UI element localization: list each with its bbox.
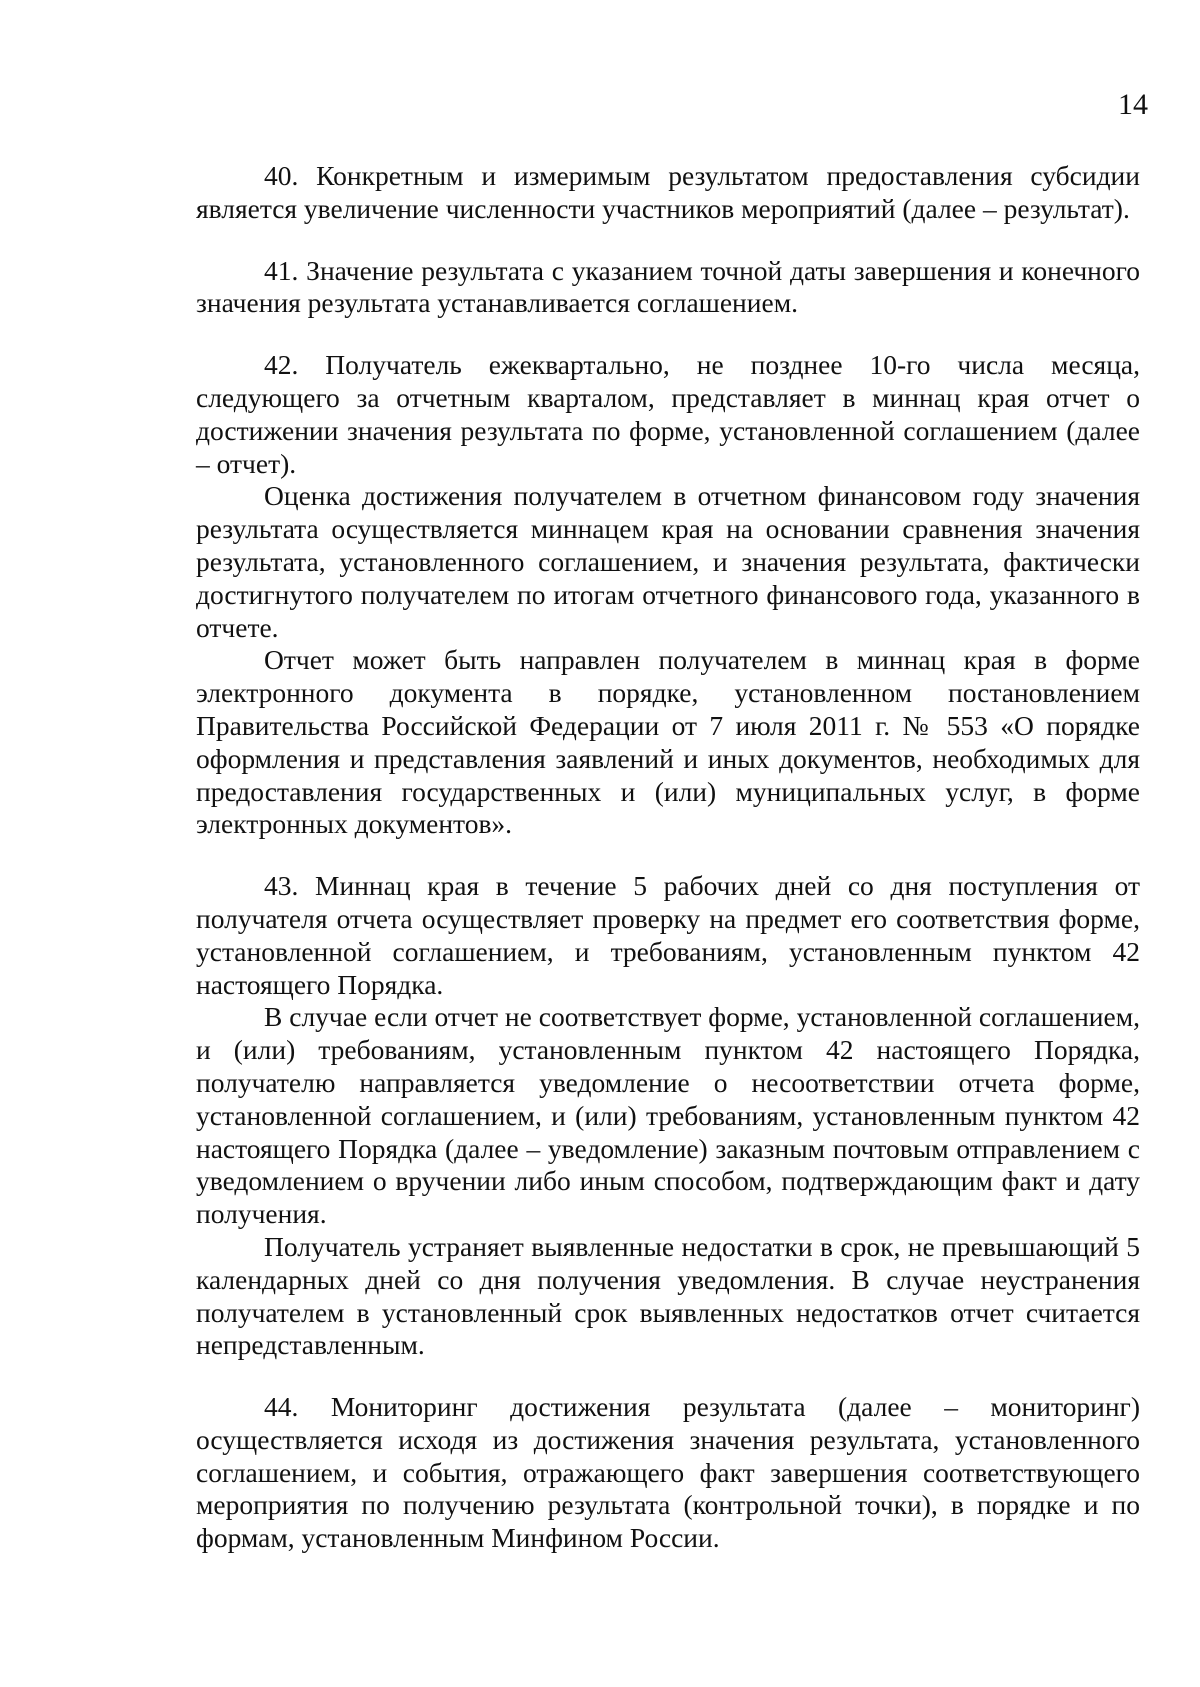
paragraph-43-nonconformity: В случае если отчет не соответствует форме, установленной соглашением, и (или) требованиям, установленным пунктом 42 настоящего Порядка, получателю направляется уведомление о несоответствии отчета форме, установленной соглашением, и (или) требованиям, установленным пунктом 42 настоящего Порядка (далее – уведомление) заказным почтовым отправлением с уведомлением о вручении либо иным способом, подтверждающим факт и дату получения.	[196, 1001, 1140, 1230]
paragraph-41: 41. Значение результата с указанием точной даты завершения и конечного значения результата устанавливается соглашением.	[196, 254, 1140, 319]
paragraph-43-correction: Получатель устраняет выявленные недостатки в срок, не превышающий 5 календарных дней со дня получения уведомления. В случае неустранения получателем в установленный срок выявленных недостатков отчет считается непредставленным.	[196, 1230, 1140, 1361]
paragraph-42-electronic-report: Отчет может быть направлен получателем в миннац края в форме электронного документа в порядке, установленном постановлением Правительства Российской Федерации от 7 июля 2011 г. № 553 «О порядке оформления и представления заявлений и иных документов, необходимых для предоставления государственных и (или) муниципальных услуг, в форме электронных документов».	[196, 644, 1140, 840]
document-body	[196, 160, 1140, 1555]
page-number: 14	[1118, 88, 1148, 121]
paragraph-42-evaluation: Оценка достижения получателем в отчетном финансовом году значения результата осуществляется миннацем края на основании сравнения значения результата, установленного соглашением, и значения результата, фактически достигнутого получателем по итогам отчетного финансового года, указанного в отчете.	[196, 480, 1140, 643]
paragraph-42: 42. Получатель ежеквартально, не позднее 10-го числа месяца, следующего за отчетным кварталом, представляет в миннац края отчет о достижении значения результата по форме, установленной соглашением (далее – отчет).	[196, 349, 1140, 479]
paragraph-40: 40. Конкретным и измеримым результатом предоставления субсидии является увеличение численности участников мероприятий (далее – результат).	[196, 160, 1140, 224]
paragraph-43: 43. Миннац края в течение 5 рабочих дней со дня поступления от получателя отчета осуществляет проверку на предмет его соответствия форме, установленной соглашением, и требованиям, установленным пунктом 42 настоящего Порядка.	[196, 870, 1140, 1000]
paragraph-44: 44. Мониторинг достижения результата (далее – мониторинг) осуществляется исходя из достижения значения результата, установленного соглашением, и события, отражающего факт завершения соответствующего мероприятия по получению результата (контрольной точки), в порядке и по формам, установленным Минфином России.	[196, 1391, 1140, 1554]
